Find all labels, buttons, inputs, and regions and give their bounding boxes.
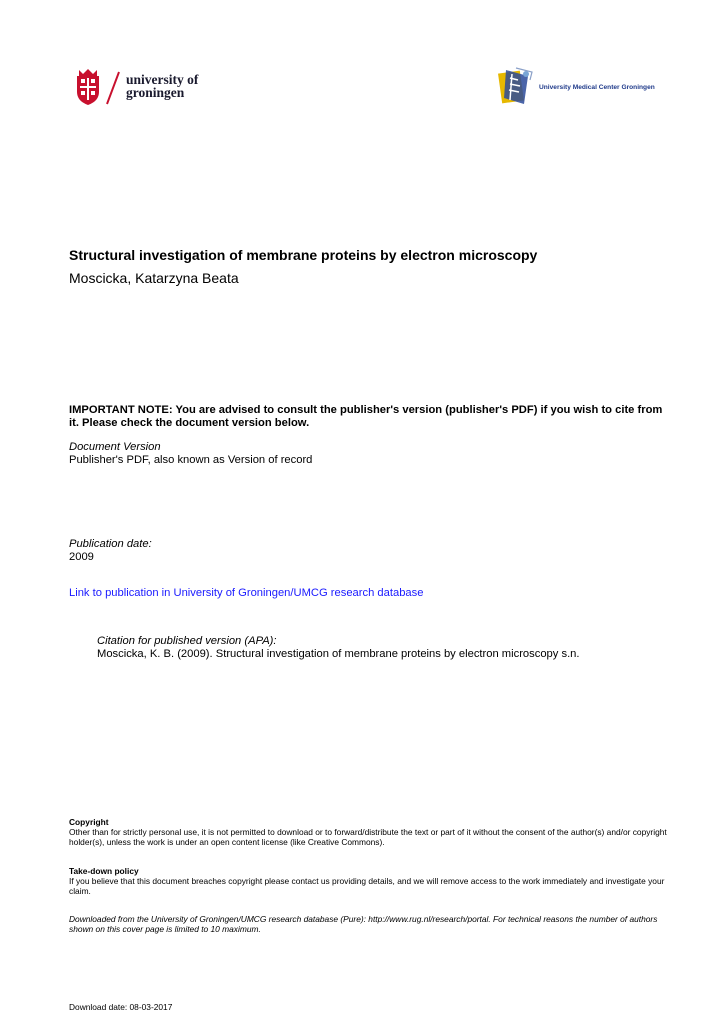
takedown-text: If you believe that this document breaches copyright please contact us providing details, and we will remove access to the work immediately and investigate your claim. — [69, 876, 665, 896]
document-version-label: Document Version — [69, 441, 161, 453]
citation-value: Moscicka, K. B. (2009). Structural investigation of membrane proteins by electron microscopy s.n. — [97, 648, 580, 660]
important-note: IMPORTANT NOTE: You are advised to consult the publisher's version (publisher's PDF) if you wish to cite from it. Please check the document version below. — [69, 404, 663, 429]
document-version-value: Publisher's PDF, also known as Version of record — [69, 454, 313, 466]
citation-label: Citation for published version (APA): — [97, 635, 277, 647]
umcg-name: University Medical Center Groningen — [539, 84, 655, 91]
publication-date-label: Publication date: — [69, 538, 152, 550]
rug-logo — [74, 66, 224, 110]
rug-wordmark — [126, 73, 198, 99]
copyright-heading: Copyright — [69, 817, 109, 827]
rug-crest-icon — [74, 66, 102, 106]
document-author: Moscicka, Katarzyna Beata — [69, 270, 239, 286]
rug-wordmark-line2: groningen — [126, 85, 185, 100]
copyright-text: Other than for strictly personal use, it is not permitted to download or to forward/distribute the text or part of it without the consent of the author(s) and/or copyright holder(s), unless the work is under an open content license (like Creative Commons). — [69, 827, 667, 847]
umcg-logo — [498, 66, 668, 110]
umcg-logo-icon — [498, 66, 536, 108]
publication-date-value: 2009 — [69, 551, 94, 563]
download-date: Download date: 08-03-2017 — [69, 1002, 173, 1012]
logo-divider — [104, 70, 122, 106]
publication-link[interactable]: Link to publication in University of Groningen/UMCG research database — [69, 587, 424, 599]
document-title: Structural investigation of membrane proteins by electron microscopy — [69, 247, 538, 263]
rug-wordmark-line1: university of — [126, 72, 199, 87]
takedown-heading: Take-down policy — [69, 866, 139, 876]
downloaded-from-note: Downloaded from the University of Groningen/UMCG research database (Pure): http://www.rug.nl/research/portal. For technical reasons the number of authors shown on this cover page is limited to 10 maximum. — [69, 914, 658, 934]
